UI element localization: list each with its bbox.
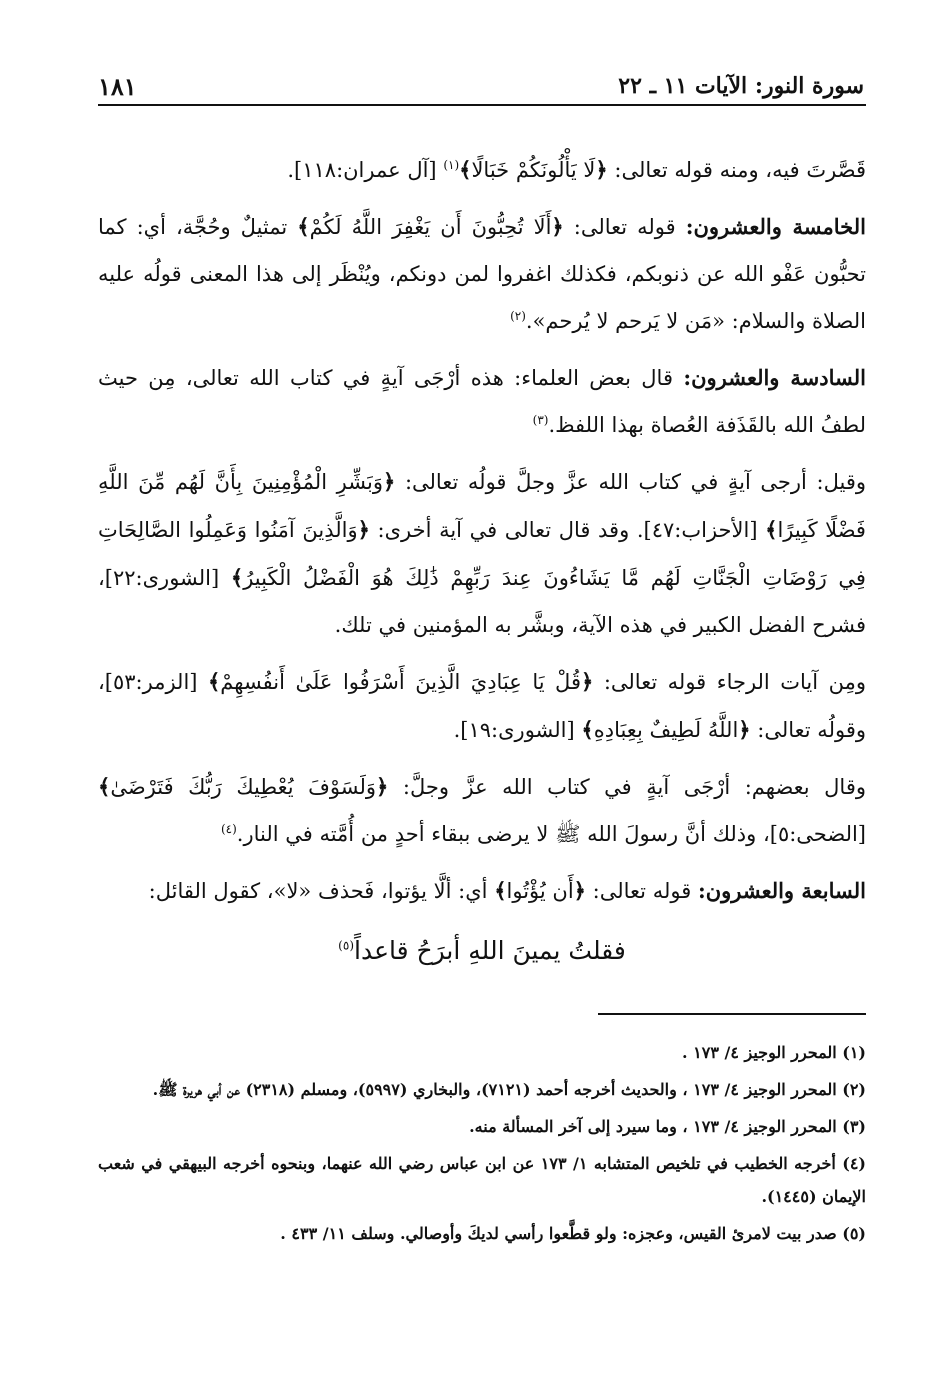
footnote-marker: (١) — [443, 158, 460, 172]
quran-close-bracket: ﴾ — [765, 517, 778, 542]
body-text: قوله تعالى: — [592, 879, 692, 903]
quran-quote: وَبَشِّرِ الْمُؤْمِنِينَ بِأَنَّ لَهُم مِّنَ اللَّهِ فَضْلًا كَبِيرًا — [98, 470, 866, 542]
quran-open-bracket: ﴿ — [376, 774, 389, 799]
main-text — [98, 146, 866, 974]
body-text: [الشورى:٢٢]، فشرح الفضل الكبير في هذه الآية، وبشَّر به المؤمنين في تلك. — [98, 566, 866, 637]
footnotes — [98, 1036, 866, 1254]
paragraph — [98, 203, 866, 345]
footnote: (٥) صدر بيت لامرئ القيس، وعجزه: ولو قطَّعوا رأسي لديكَ وأوصالي. وسلف ١١/ ٤٣٣ . — [280, 1224, 866, 1243]
body-text: [الأحزاب:٤٧]. وقد قال تعالى في آية أخرى: — [377, 518, 758, 542]
chapter-title: سورة النور: الآيات ١١ ـ ٢٢ — [618, 73, 864, 99]
quran-close-bracket: ﴾ — [581, 717, 594, 742]
body-text: [آل عمران:١١٨]. — [287, 158, 437, 182]
footnote-marker: (٤) — [220, 822, 237, 836]
header-rule — [98, 104, 866, 106]
body-text: ومِن آيات الرجاء قوله تعالى: — [603, 670, 866, 694]
body-text: تمثيلٌ وحُجَّة، أي: كما تحبُّون عَفْو الله عن ذنوبكم، فكذلك اغفروا لمن دونكم، ويُنْظَر إلى هذا المعنى قولُه عليه الصلاة والسلام: «مَن لا يَرحم لا يُرحم». — [98, 215, 866, 333]
quran-open-bracket: ﴿ — [357, 517, 370, 542]
footnote-marker: (٥) — [338, 938, 354, 953]
footnote: (٢) المحرر الوجيز ٤/ ١٧٣ ، والحديث أخرجه أحمد (٧١٢١)، والبخاري (٥٩٩٧)، ومسلم (٢٣١٨) عن أبي هريرة ﷺ. — [152, 1080, 866, 1099]
footnote: (٣) المحرر الوجيز ٤/ ١٧٣ ، وما سيرد إلى آخر المسألة منه. — [469, 1117, 866, 1136]
quran-open-bracket: ﴿ — [738, 717, 751, 742]
footnote-marker: (٣) — [532, 413, 549, 427]
quran-open-bracket: ﴿ — [581, 669, 594, 694]
section-heading: السابعة والعشرون: — [697, 878, 866, 903]
quran-quote: وَالَّذِينَ آمَنُوا وَعَمِلُوا الصَّالِحَاتِ فِي رَوْضَاتِ الْجَنَّاتِ لَهُم مَّا يَشَاءُونَ عِندَ رَبِّهِمْ ذَٰلِكَ هُوَ الْفَضْلُ الْكَبِيرُ — [98, 518, 866, 590]
poetry-verse — [98, 927, 866, 974]
quran-quote: لَا يَأْلُونَكُمْ خَبَالًا — [471, 158, 596, 182]
body-text: قال بعض العلماء: هذه أرْجَى آيةٍ في كتاب الله تعالى، مِن حيث لطفُ الله بالقَذَفة العُصاة بهذا اللفظ. — [98, 366, 866, 437]
quran-close-bracket: ﴾ — [230, 565, 244, 590]
quran-close-bracket: ﴾ — [98, 774, 111, 799]
quran-close-bracket: ﴾ — [207, 669, 221, 694]
verse-text: فقلتُ يمينَ اللهِ أبرَحُ قاعداً — [354, 936, 626, 965]
running-header — [98, 66, 864, 106]
paragraph — [98, 763, 866, 858]
footnote-separator — [598, 1013, 866, 1015]
paragraph — [98, 658, 866, 754]
quran-quote: اللَّهُ لَطِيفٌ بِعِبَادِهِ — [593, 718, 739, 742]
body-text: وقيل: أرجى آيةٍ في كتاب الله عزَّ وجلَّ قولُه تعالى: — [404, 470, 867, 494]
quran-close-bracket: ﴾ — [297, 214, 310, 239]
body-text: [الضحى:٥]، وذلك أنَّ رسولَ الله ﷺ لا يرضى ببقاء أحدٍ من أُمَّته في النار. — [236, 822, 866, 846]
body-text: [الزمر:٥٣]، وقولُه تعالى: — [98, 670, 866, 742]
footnote-marker: (٢) — [510, 309, 526, 323]
paragraph — [98, 146, 866, 194]
quran-quote: أَلَا تُحِبُّونَ أَن يَغْفِرَ اللَّهُ لَكُمْ — [309, 215, 552, 239]
quran-quote: أَن يُؤْتُوا — [506, 879, 574, 903]
quran-open-bracket: ﴿ — [595, 157, 608, 182]
footnote: (١) المحرر الوجيز ٤/ ١٧٣ . — [682, 1043, 866, 1062]
body-text: قوله تعالى: — [573, 215, 676, 239]
quran-open-bracket: ﴿ — [573, 878, 586, 903]
footnote: (٤) أخرجه الخطيب في تلخيص المتشابه ١/ ١٧٣ عن ابن عباس رضي الله عنهما، وبنحوه أخرجه البيهقي في شعب الإيمان (١٤٤٥). — [98, 1154, 866, 1206]
body-text: [الشورى:١٩]. — [453, 718, 575, 742]
quran-close-bracket: ﴾ — [459, 157, 472, 182]
quran-open-bracket: ﴿ — [382, 469, 396, 494]
section-heading: الخامسة والعشرون: — [685, 214, 866, 239]
quran-close-bracket: ﴾ — [494, 878, 507, 903]
page-number: ١٨١ — [98, 71, 137, 101]
body-text: قَصَّرتَ فيه، ومنه قوله تعالى: — [614, 158, 866, 182]
paragraph — [98, 458, 866, 649]
body-text: أي: ألَّا يؤتوا، فَحذف «لا»، كقول القائل: — [148, 879, 488, 903]
paragraph — [98, 867, 866, 915]
quran-open-bracket: ﴿ — [551, 214, 564, 239]
section-heading: السادسة والعشرون: — [683, 365, 866, 390]
paragraph — [98, 354, 866, 449]
quran-quote: قُلْ يَا عِبَادِيَ الَّذِينَ أَسْرَفُوا عَلَىٰ أَنفُسِهِمْ — [220, 670, 581, 694]
quran-quote: وَلَسَوْفَ يُعْطِيكَ رَبُّكَ فَتَرْضَىٰ — [110, 775, 377, 799]
body-text: وقال بعضهم: أرْجَى آيةٍ في كتاب الله عزَّ وجلَّ: — [402, 775, 867, 799]
